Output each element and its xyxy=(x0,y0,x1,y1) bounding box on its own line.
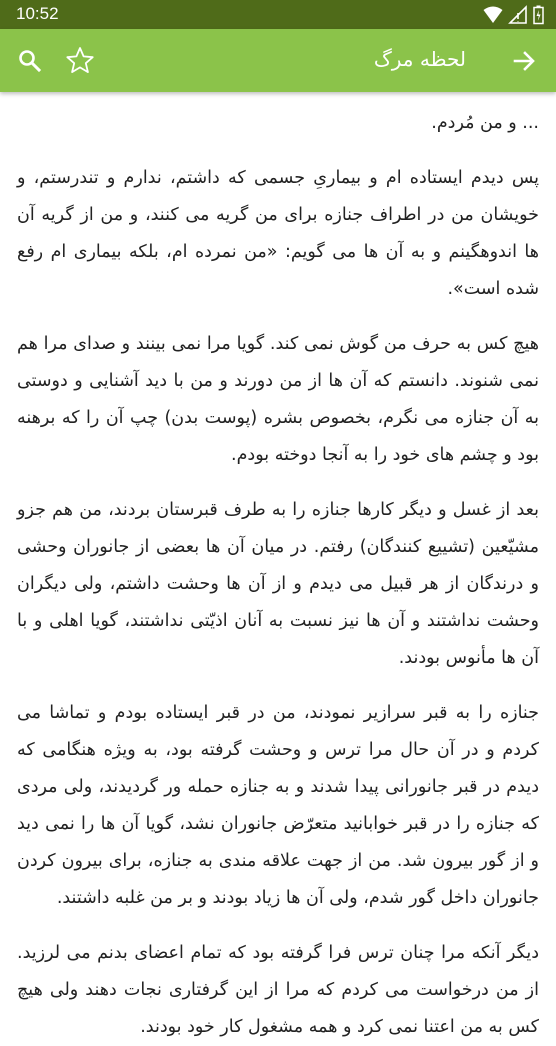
battery-icon xyxy=(533,5,544,24)
favorite-button[interactable] xyxy=(62,43,98,79)
search-icon xyxy=(12,43,48,79)
paragraph: جنازه را به قبر سرازیر نمودند، من در قبر ایستاده بودم و تماشا می کردم و در آن حال مرا ترس و وحشت گرفته بود، به ویژه هنگامی که دیدم در قبر جانورانی پیدا شدند و به جنازه حمله ور گردیدند، ولی مردی که جنازه را در قبر خوابانید متعرّض جانوران نشد، گویا آن ها را نمی دید و از گور بیرون شد. من از جهت علاقه مندی به جنازه، برای بیرون کردن جانوران داخل گور شدم، ولی آن ها زیاد بودند و بر من غلبه داشتند. xyxy=(17,703,539,908)
back-button[interactable] xyxy=(506,43,542,79)
page-title: لحظه مرگ xyxy=(373,47,466,71)
app-bar xyxy=(0,29,556,92)
arrow-forward-icon xyxy=(506,43,542,79)
article-content[interactable] xyxy=(0,92,556,1037)
paragraph: ... و من مُردم. xyxy=(431,113,539,133)
wifi-icon xyxy=(483,6,503,24)
paragraph: هیچ کس به حرف من گوش نمی کند. گویا مرا نمی بینند و صدای مرا هم نمی شنوند. دانستم که آن ها از من دورند و من با دید آشنایی و دوستی به آن جنازه می نگرم، بخصوص بشره (پوست بدن) چپ آن را که برهنه بود و چشم های خود را به آنجا دوخته بودم. xyxy=(17,334,539,465)
paragraph: بعد از غسل و دیگر کارها جنازه را به طرف قبرستان بردند، من هم جزو مشیّعین (تشییع کنندگان) رفتم. در میان آن ها بعضی از جانوران وحشی و درندگان از هر قبیل می دیدم و از آن ها وحشت داشتم، ولی دیگران وحشت نداشتند و آن ها نیز نسبت به آنان اذیّتی نداشتند، گویا اهلی و با آن ها مأنوس بودند. xyxy=(17,500,539,668)
status-time: 10:52 xyxy=(16,4,59,23)
paragraph: پس دیدم ایستاده ام و بیماریِ جسمی که داشتم، ندارم و تندرستم، و خویشان من در اطراف جنازه برای من گریه می کنند، و من از گریه آن ها اندوهگینم و به آن ها می گویم: «من نمرده ام، بلکه بیماری ام رفع شده است». xyxy=(17,168,539,299)
status-bar xyxy=(0,0,556,29)
paragraph: دیگر آنکه مرا چنان ترس فرا گرفته بود که تمام اعضای بدنم می لرزید. از من درخواست می کردم که مرا از این گرفتاری نجات دهند ولی هیچ کس به من اعتنا نمی کرد و همه مشغول کار خود بودند. xyxy=(17,943,539,1037)
star-outline-icon xyxy=(62,43,98,79)
signal-icon xyxy=(509,6,527,24)
status-icons xyxy=(483,5,544,24)
search-button[interactable] xyxy=(12,43,48,79)
